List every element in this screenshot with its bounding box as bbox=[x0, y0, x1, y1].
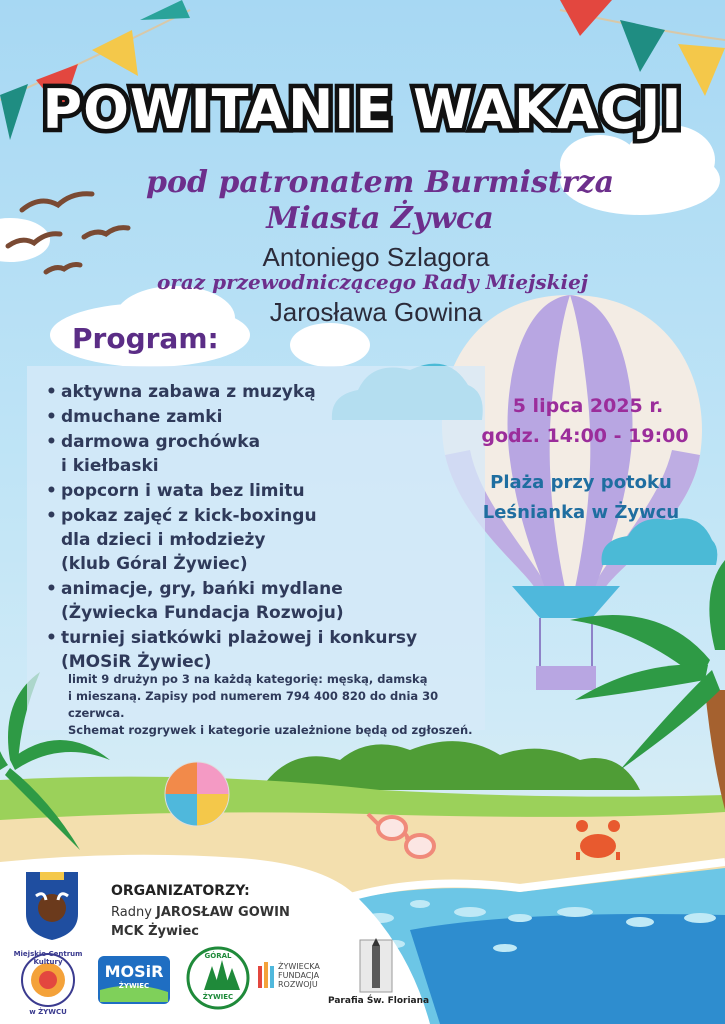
organizer-mck: MCK Żywiec bbox=[111, 924, 199, 939]
zfr-line: ROZWOJU bbox=[278, 980, 318, 989]
patronage-line3: oraz przewodniczącego Rady Miejskiej bbox=[156, 270, 589, 294]
mosir-logo-city: ŻYWIEC bbox=[118, 982, 150, 990]
event-place-line1: Plaża przy potoku bbox=[490, 472, 672, 493]
event-date: 5 lipca 2025 r. bbox=[512, 395, 664, 417]
bullet-icon: • bbox=[46, 407, 57, 427]
beach-ball bbox=[165, 762, 229, 826]
organizers-heading: ORGANIZATORZY: bbox=[111, 883, 250, 899]
mck-logo-city: w ŻYWCU bbox=[29, 1008, 67, 1016]
goral-logo-top: GÓRAL bbox=[204, 952, 232, 960]
bullet-icon: • bbox=[46, 506, 57, 526]
program-item-text: (MOSiR Żywiec) bbox=[61, 652, 212, 672]
program-item-text: (klub Góral Żywiec) bbox=[61, 554, 248, 574]
mosir-logo-text: MOSiR bbox=[104, 962, 164, 981]
program-item bbox=[44, 626, 474, 674]
note-line: i mieszaną. Zapisy pod numerem 794 400 820 do dnia 30 czerwca. bbox=[68, 689, 439, 720]
mayor-name: Antoniego Szlagora bbox=[262, 242, 490, 272]
program-item-text: (Żywiecka Fundacja Rozwoju) bbox=[61, 603, 344, 623]
program-item-text: popcorn i wata bez limitu bbox=[61, 481, 305, 501]
patronage-line1: pod patronatem Burmistrza bbox=[145, 165, 615, 200]
zfr-line: ŻYWIECKA bbox=[278, 962, 320, 971]
program-item bbox=[44, 380, 474, 404]
program-item-text: pokaz zajęć z kick-boxingu bbox=[61, 506, 317, 526]
note-line: limit 9 drużyn po 3 na każdą kategorię: męską, damską bbox=[68, 672, 428, 686]
goral-logo-bottom: ŻYWIEC bbox=[202, 993, 234, 1001]
program-item-text: i kiełbaski bbox=[61, 456, 159, 476]
program-item bbox=[44, 577, 474, 625]
note-line: Schemat rozgrywek i kategorie uzależnione będą od zgłoszeń. bbox=[68, 723, 473, 737]
event-time: godz. 14:00 - 19:00 bbox=[481, 425, 689, 447]
parish-label: Parafia Św. Floriana bbox=[328, 996, 430, 1006]
program-item-text: darmowa grochówka bbox=[61, 432, 261, 452]
parish-church-photo bbox=[360, 938, 392, 992]
bullet-icon: • bbox=[46, 579, 57, 599]
mck-logo-text: Miejskie Centrum Kultury bbox=[13, 950, 83, 966]
bullet-icon: • bbox=[46, 432, 57, 452]
poster-title: POWITANIE WAKACJI bbox=[42, 78, 683, 141]
organizer-councillor bbox=[111, 905, 290, 920]
event-place-line2: Leśnianka w Żywcu bbox=[482, 502, 680, 523]
program-item bbox=[44, 430, 474, 478]
program-list bbox=[44, 380, 474, 675]
patronage-line2: Miasta Żywca bbox=[266, 201, 494, 236]
program-item-text: aktywna zabawa z muzyką bbox=[61, 382, 316, 402]
program-item-text: animacje, gry, bańki mydlane bbox=[61, 579, 343, 599]
volleyball-note bbox=[68, 671, 488, 739]
bullet-icon: • bbox=[46, 481, 57, 501]
zfr-logo-text bbox=[278, 962, 320, 989]
zfr-line: FUNDACJA bbox=[278, 971, 320, 980]
program-item bbox=[44, 479, 474, 503]
program-item bbox=[44, 504, 474, 576]
program-heading: Program: bbox=[72, 322, 219, 355]
organizer-prefix: Radny bbox=[111, 905, 157, 920]
bullet-icon: • bbox=[46, 628, 57, 648]
organizer-name: JAROSŁAW GOWIN bbox=[156, 905, 290, 920]
zywiec-coat-of-arms bbox=[26, 872, 78, 940]
bullet-icon: • bbox=[46, 382, 57, 402]
program-item-text: dmuchane zamki bbox=[61, 407, 223, 427]
program-item bbox=[44, 405, 474, 429]
program-item-text: dla dzieci i młodzieży bbox=[61, 530, 266, 550]
program-item-text: turniej siatkówki plażowej i konkursy bbox=[61, 628, 418, 648]
chairman-name: Jarosława Gowina bbox=[269, 297, 483, 327]
